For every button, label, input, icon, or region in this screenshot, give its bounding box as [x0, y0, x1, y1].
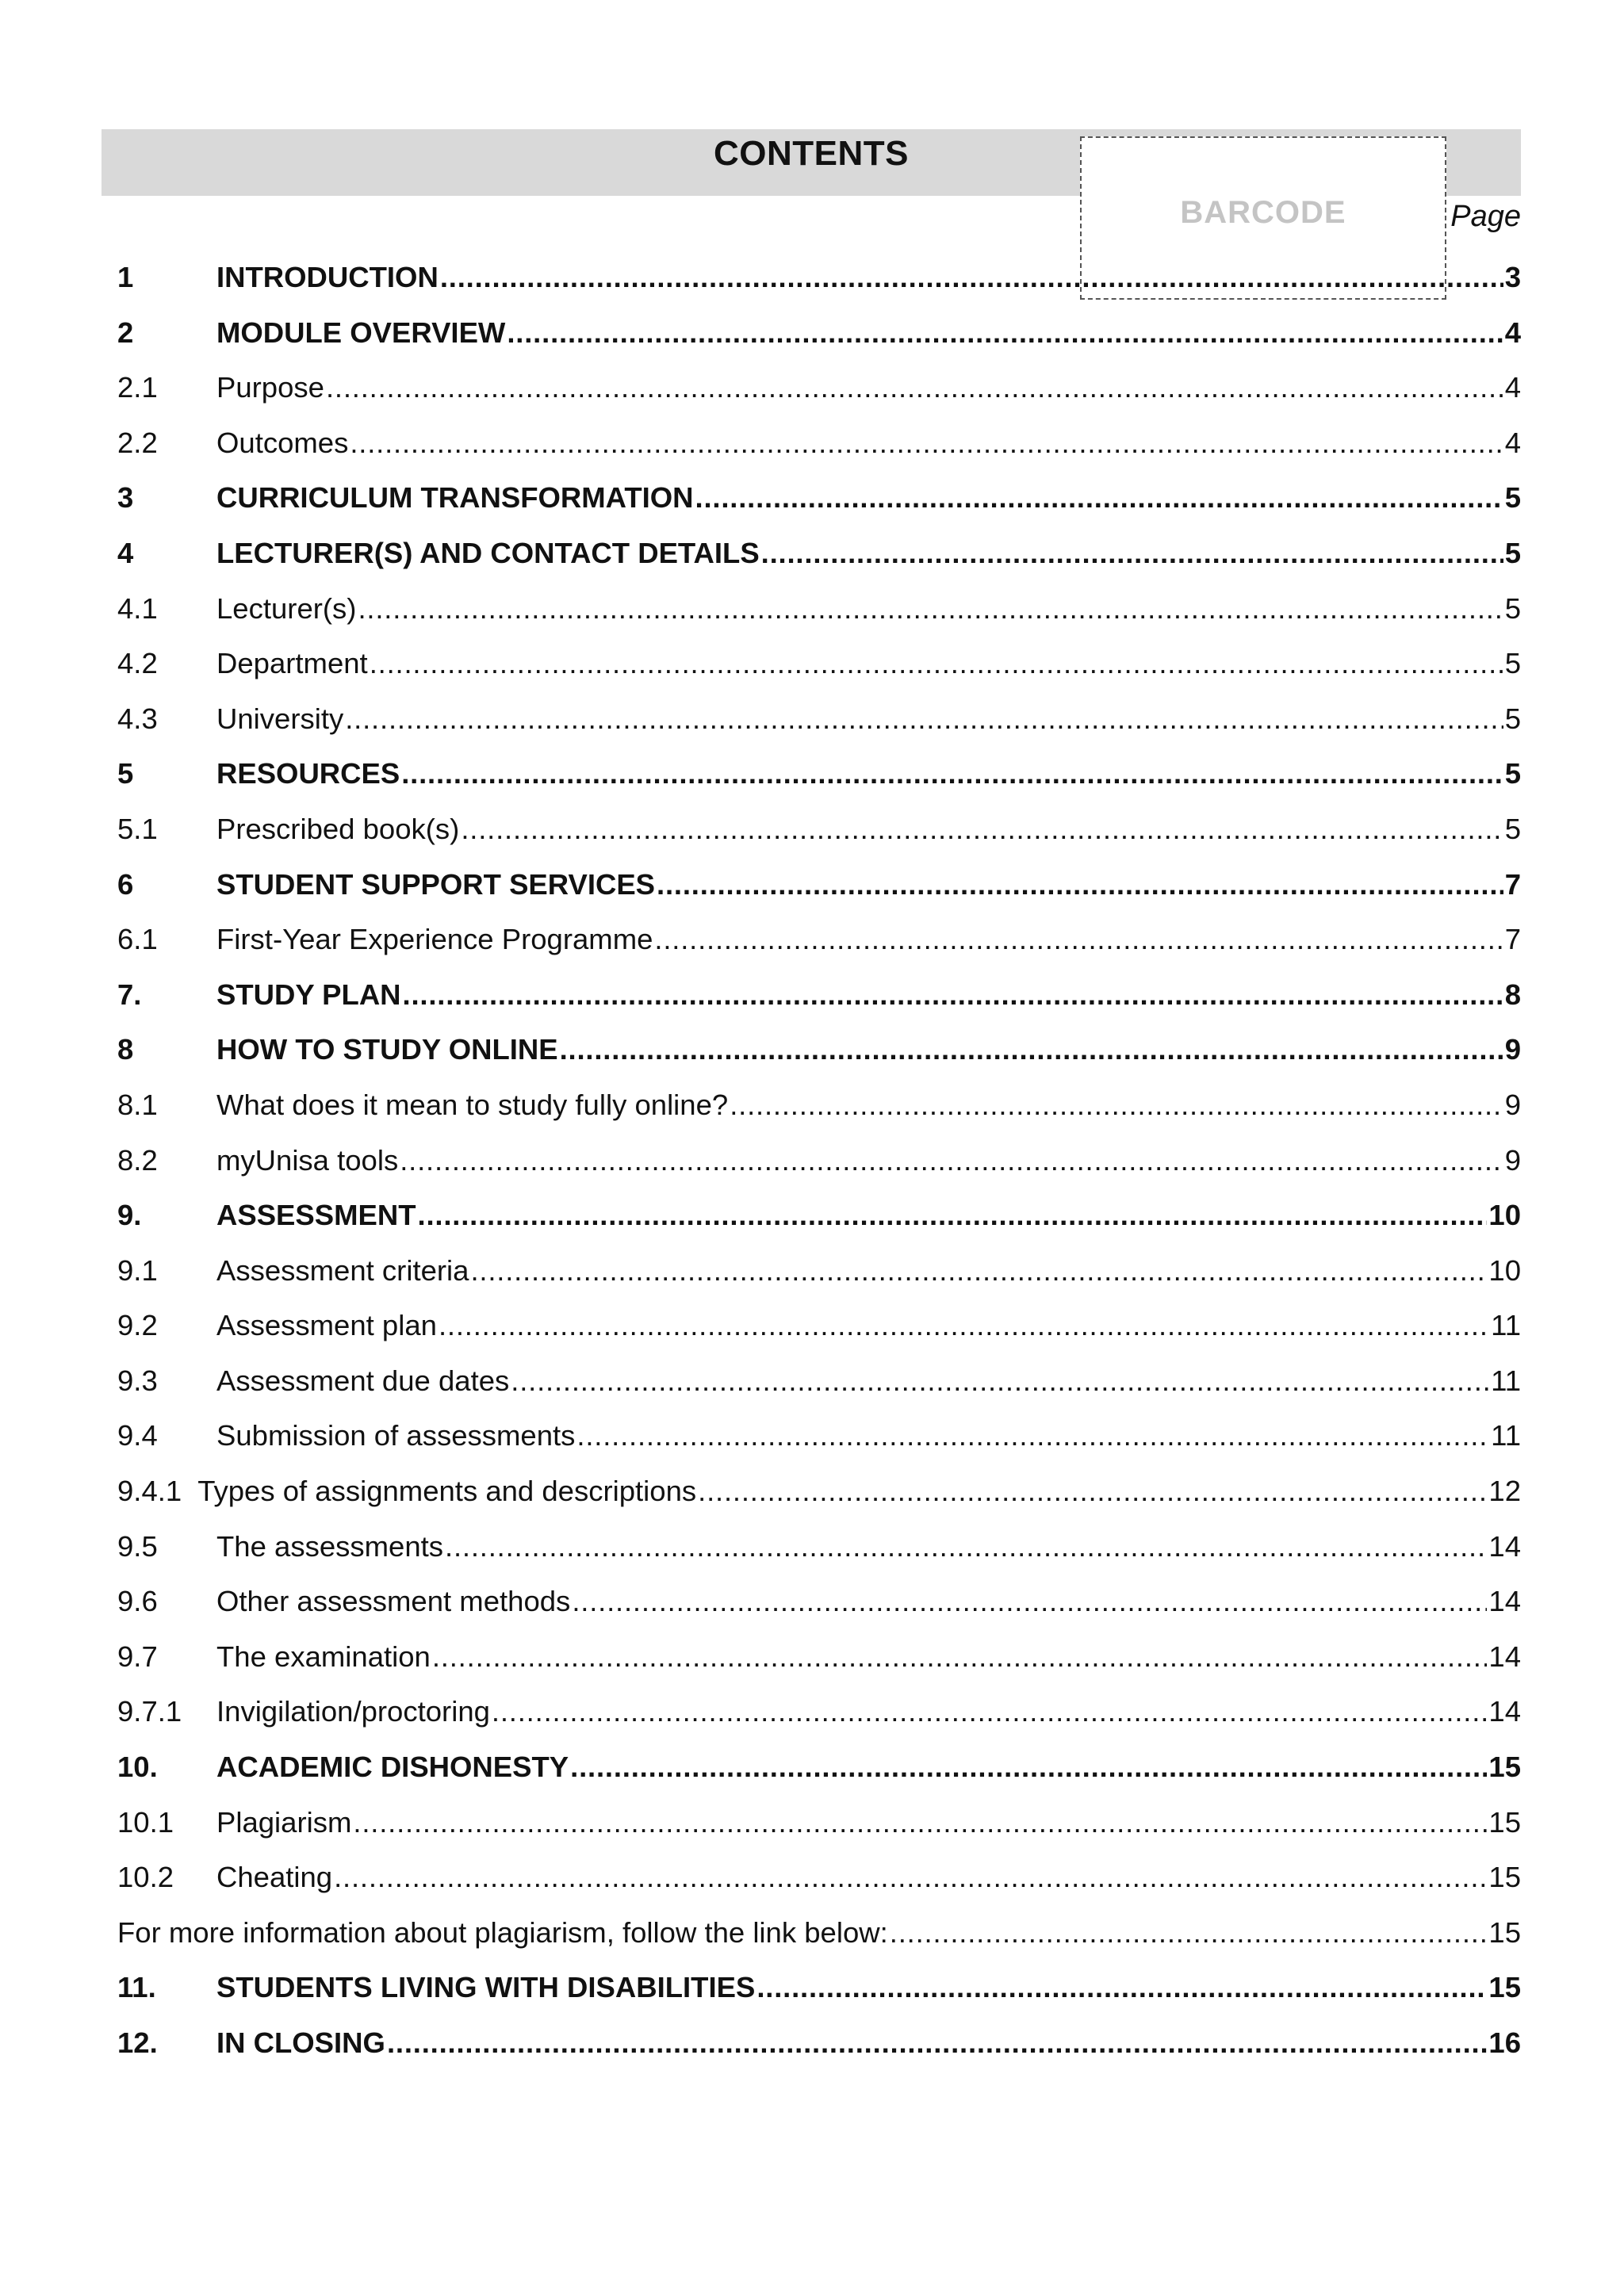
- toc-entry[interactable]: [117, 311, 1521, 366]
- dot-leader: [334, 1855, 1487, 1900]
- toc-entry-title: STUDY PLAN: [216, 978, 401, 1011]
- dot-leader: [439, 1303, 1489, 1348]
- toc-entry-number: 2: [117, 316, 134, 349]
- toc-entry-page-number: 15: [1488, 1861, 1521, 1894]
- toc-entry-title: Outcomes: [216, 426, 349, 459]
- toc-entry-number: 10.2: [117, 1861, 174, 1894]
- toc-entry[interactable]: [117, 641, 1521, 697]
- dot-leader: [761, 531, 1503, 576]
- toc-entry-title: Invigilation/proctoring: [216, 1695, 490, 1728]
- toc-entry[interactable]: [117, 1303, 1521, 1359]
- toc-entry-page-number: 5: [1504, 536, 1521, 569]
- toc-entry-title: Plagiarism: [216, 1805, 352, 1839]
- toc-entry-number: 4: [117, 536, 134, 569]
- dot-leader: [353, 1800, 1487, 1845]
- toc-entry-page-number: 15: [1488, 1751, 1521, 1784]
- toc-entry-page-number: 9: [1504, 1033, 1521, 1066]
- toc-entry-number: 5: [117, 757, 134, 790]
- toc-entry[interactable]: [117, 917, 1521, 973]
- dot-leader: [358, 587, 1503, 631]
- toc-entry-number: 8.1: [117, 1088, 158, 1121]
- toc-entry-title: myUnisa tools: [216, 1143, 399, 1177]
- toc-entry-title: For more information about plagiarism, follow the link below:: [117, 1915, 888, 1949]
- toc-entry[interactable]: [117, 697, 1521, 752]
- toc-entry-page-number: 7: [1504, 867, 1521, 901]
- toc-entry[interactable]: [117, 1965, 1521, 2021]
- toc-entry-title: The examination: [216, 1640, 431, 1673]
- toc-entry[interactable]: [117, 1359, 1521, 1414]
- toc-entry[interactable]: [117, 1911, 1521, 1966]
- toc-entry-title: IN CLOSING: [216, 2026, 385, 2059]
- toc-entry-title: Cheating: [216, 1861, 333, 1894]
- dot-leader: [890, 1911, 1488, 1955]
- toc-entry-page-number: 15: [1488, 1971, 1521, 2004]
- toc-entry[interactable]: [117, 476, 1521, 531]
- dot-leader: [492, 1689, 1487, 1734]
- toc-entry[interactable]: [117, 365, 1521, 421]
- toc-entry-page-number: 14: [1488, 1640, 1521, 1673]
- dot-leader: [445, 1525, 1487, 1569]
- dot-leader: [654, 917, 1503, 962]
- toc-entry-number: 9.6: [117, 1585, 158, 1618]
- toc-entry-number: 9.2: [117, 1309, 158, 1342]
- toc-entry-page-number: 14: [1488, 1695, 1521, 1728]
- toc-entry-page-number: 5: [1504, 647, 1521, 680]
- toc-entry-number: 4.2: [117, 647, 158, 680]
- dot-leader: [350, 421, 1503, 465]
- dot-leader: [403, 973, 1503, 1017]
- toc-entry-page-number: 9: [1504, 1143, 1521, 1177]
- toc-entry-page-number: 15: [1488, 1915, 1521, 1949]
- toc-entry-title: Types of assignments and descriptions: [197, 1475, 697, 1508]
- dot-leader: [730, 1083, 1503, 1127]
- barcode-label: BARCODE: [1180, 195, 1346, 230]
- toc-entry[interactable]: [117, 752, 1521, 807]
- toc-entry-page-number: 9: [1504, 1088, 1521, 1121]
- dot-leader: [326, 365, 1503, 410]
- toc-entry-title: STUDENT SUPPORT SERVICES: [216, 867, 656, 901]
- toc-entry-title: Purpose: [216, 371, 324, 404]
- toc-entry-number: 9.4.1: [117, 1475, 182, 1508]
- toc-entry-title: Other assessment methods: [216, 1585, 571, 1618]
- dot-leader: [418, 1193, 1488, 1238]
- toc-entry-number: 3: [117, 481, 134, 515]
- toc-entry-title: CURRICULUM TRANSFORMATION: [216, 481, 694, 515]
- toc-entry-number: 6: [117, 867, 134, 901]
- toc-entry-number: 9.3: [117, 1364, 158, 1397]
- toc-entry-page-number: 3: [1504, 261, 1521, 293]
- toc-entry[interactable]: [117, 1635, 1521, 1690]
- toc-entry-title: MODULE OVERVIEW: [216, 316, 506, 349]
- dot-leader: [560, 1027, 1503, 1072]
- dot-leader: [470, 1249, 1487, 1293]
- toc-entry[interactable]: [117, 1414, 1521, 1469]
- dot-leader: [432, 1635, 1488, 1679]
- toc-entry[interactable]: [117, 1083, 1521, 1138]
- toc-entry-page-number: 11: [1491, 1309, 1521, 1342]
- toc-entry[interactable]: [117, 807, 1521, 863]
- toc-entry[interactable]: [117, 973, 1521, 1028]
- toc-entry-number: 7.: [117, 978, 142, 1011]
- dot-leader: [440, 255, 1503, 300]
- toc-entry-title: First-Year Experience Programme: [216, 923, 653, 956]
- dot-leader: [657, 863, 1503, 907]
- toc-entry-page-number: 15: [1488, 1805, 1521, 1839]
- toc-entry[interactable]: [117, 1027, 1521, 1083]
- toc-entry-page-number: 10: [1488, 1199, 1521, 1232]
- toc-entry-page-number: 4: [1504, 371, 1521, 404]
- toc-entry-title: LECTURER(S) AND CONTACT DETAILS: [216, 536, 760, 569]
- dot-leader: [511, 1359, 1489, 1403]
- toc-entry-title: HOW TO STUDY ONLINE: [216, 1033, 558, 1066]
- toc-entry-page-number: 16: [1488, 2026, 1521, 2059]
- toc-entry-title: Assessment due dates: [216, 1364, 510, 1397]
- toc-entry[interactable]: [117, 1525, 1521, 1580]
- toc-entry-page-number: 4: [1504, 426, 1521, 459]
- toc-entry[interactable]: [117, 1689, 1521, 1745]
- toc-entry[interactable]: [117, 863, 1521, 918]
- toc-entry-title: Submission of assessments: [216, 1419, 576, 1452]
- toc-entry[interactable]: [117, 1800, 1521, 1856]
- toc-entry-page-number: 8: [1504, 978, 1521, 1011]
- toc-entry-number: 1: [117, 261, 134, 293]
- table-of-contents: [117, 255, 1521, 2076]
- toc-entry-number: 4.3: [117, 702, 158, 735]
- page-title: CONTENTS: [714, 134, 909, 173]
- toc-entry-title: Prescribed book(s): [216, 812, 460, 845]
- toc-entry-number: 11.: [117, 1971, 156, 2004]
- toc-entry-title: ASSESSMENT: [216, 1199, 416, 1232]
- toc-entry-page-number: 14: [1488, 1585, 1521, 1618]
- toc-entry[interactable]: [117, 1193, 1521, 1249]
- dot-leader: [507, 311, 1503, 355]
- toc-entry[interactable]: [117, 1745, 1521, 1800]
- toc-entry-title: RESOURCES: [216, 757, 400, 790]
- toc-entry-page-number: 7: [1504, 923, 1521, 956]
- toc-entry-page-number: 5: [1504, 591, 1521, 625]
- dot-leader: [370, 641, 1503, 686]
- toc-entry-number: 9.5: [117, 1529, 158, 1563]
- dot-leader: [695, 476, 1503, 520]
- toc-entry[interactable]: [117, 531, 1521, 587]
- toc-entry-number: 9.7.1: [117, 1695, 182, 1728]
- dot-leader: [400, 1138, 1503, 1183]
- page-column-label: Page: [1450, 200, 1521, 233]
- toc-entry-page-number: 11: [1491, 1364, 1521, 1397]
- toc-entry-number: 4.1: [117, 591, 158, 625]
- toc-entry-title: University: [216, 702, 344, 735]
- toc-entry-number: 9.: [117, 1199, 142, 1232]
- toc-entry[interactable]: [117, 587, 1521, 642]
- toc-entry-number: 10.: [117, 1751, 158, 1784]
- toc-entry-number: 8: [117, 1033, 134, 1066]
- dot-leader: [345, 697, 1503, 741]
- toc-entry-title: What does it mean to study fully online?: [216, 1088, 729, 1121]
- toc-entry-number: 2.1: [117, 371, 158, 404]
- toc-entry-page-number: 5: [1504, 702, 1521, 735]
- dot-leader: [387, 2021, 1487, 2065]
- dot-leader: [698, 1469, 1487, 1513]
- toc-entry[interactable]: [117, 1138, 1521, 1194]
- toc-entry-number: 9.4: [117, 1419, 158, 1452]
- toc-entry-number: 9.1: [117, 1253, 158, 1287]
- toc-entry-number: 6.1: [117, 923, 158, 956]
- toc-entry[interactable]: [117, 1579, 1521, 1635]
- toc-entry-number: 10.1: [117, 1805, 174, 1839]
- dot-leader: [401, 752, 1503, 796]
- toc-entry-title: Lecturer(s): [216, 591, 357, 625]
- toc-entry-page-number: 14: [1488, 1529, 1521, 1563]
- toc-entry-title: Assessment plan: [216, 1309, 437, 1342]
- toc-entry-number: 8.2: [117, 1143, 158, 1177]
- toc-entry-title: STUDENTS LIVING WITH DISABILITIES: [216, 1971, 756, 2004]
- toc-entry-title: Assessment criteria: [216, 1253, 469, 1287]
- toc-entry-title: ACADEMIC DISHONESTY: [216, 1751, 569, 1784]
- toc-entry-page-number: 5: [1504, 757, 1521, 790]
- toc-entry-title: INTRODUCTION: [216, 261, 439, 293]
- dot-leader: [756, 1965, 1487, 2010]
- toc-entry[interactable]: [117, 2021, 1521, 2076]
- dot-leader: [572, 1579, 1487, 1624]
- dot-leader: [576, 1414, 1489, 1458]
- toc-entry-page-number: 11: [1491, 1419, 1521, 1452]
- toc-entry-page-number: 10: [1488, 1253, 1521, 1287]
- toc-entry-number: 9.7: [117, 1640, 158, 1673]
- toc-entry[interactable]: [117, 1855, 1521, 1911]
- toc-entry-number: 2.2: [117, 426, 158, 459]
- toc-entry[interactable]: [117, 1249, 1521, 1304]
- dot-leader: [570, 1745, 1487, 1789]
- toc-entry-page-number: 5: [1504, 481, 1521, 515]
- toc-entry-title: The assessments: [216, 1529, 444, 1563]
- toc-entry-title: Department: [216, 647, 368, 680]
- dot-leader: [461, 807, 1503, 851]
- toc-entry-page-number: 5: [1504, 812, 1521, 845]
- toc-entry[interactable]: [117, 255, 1521, 311]
- toc-entry[interactable]: [117, 1469, 1521, 1525]
- toc-entry-number: 12.: [117, 2026, 158, 2059]
- toc-entry-number: 5.1: [117, 812, 158, 845]
- toc-entry-page-number: 12: [1488, 1475, 1521, 1508]
- toc-entry[interactable]: [117, 421, 1521, 476]
- toc-entry-page-number: 4: [1504, 316, 1521, 349]
